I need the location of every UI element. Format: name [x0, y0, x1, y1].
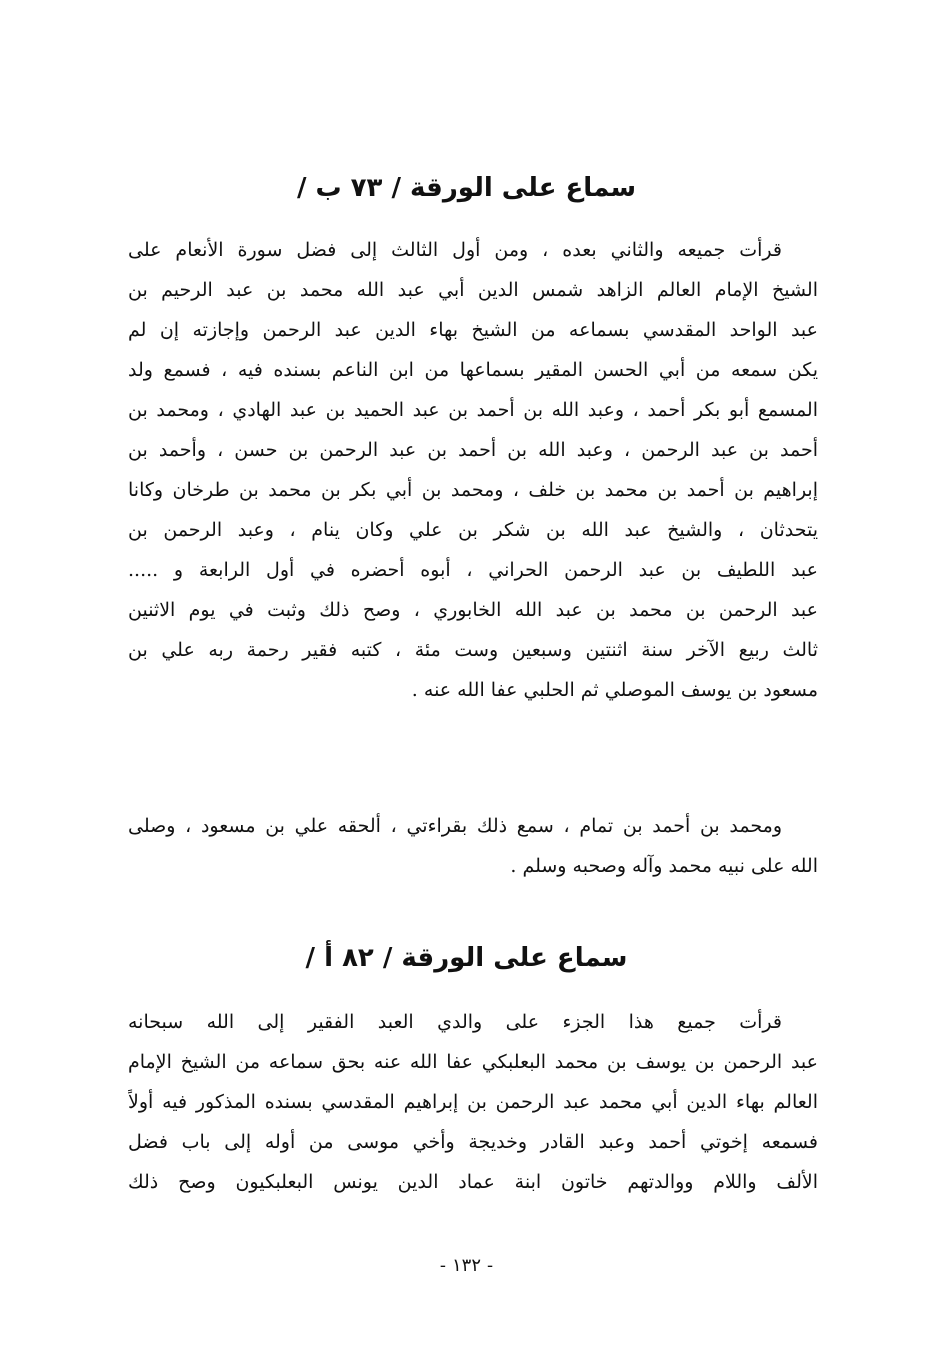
paragraph-1 [128, 230, 818, 710]
text-line: الألف واللام ووالدتهم خاتون ابنة عماد الدين يونس البعلبكيون وصح ذلك [128, 1171, 818, 1193]
text-line: يتحدثان ، والشيخ عبد الله بن شكر بن علي وكان ينام ، وعبد الرحمن بن [128, 519, 818, 541]
text-line: الشيخ الإمام العالم الزاهد شمس الدين أبي عبد الله محمد بن عبد الرحيم بن [128, 279, 818, 301]
paragraph-3 [128, 1002, 818, 1202]
text-line: فسمعه إخوتي أحمد وعبد القادر وخديجة وأخي موسى من أوله إلى باب فضل [128, 1131, 818, 1153]
text-line: عبد الواحد المقدسي بسماعه من الشيخ بهاء الدين عبد الرحمن وإجازته إن لم [128, 319, 818, 341]
section-heading-1: سماع على الورقة / ٧٣ ب / [296, 173, 637, 203]
section-heading-2: سماع على الورقة / ٨٢ أ / [305, 943, 628, 973]
text-line: قرأت جميع هذا الجزء على والدي العبد الفقير إلى الله سبحانه [128, 1011, 782, 1033]
text-line: العالم بهاء الدين أبي محمد عبد الرحمن بن إبراهيم المقدسي بسنده المذكور فيه أولاً [128, 1091, 818, 1113]
page-number [0, 1252, 933, 1280]
text-line: يكن سمعه من أبي الحسن المقير بسماعها من ابن الناعم بسنده فيه ، فسمع ولد [128, 359, 818, 381]
page-number-dash: - [487, 1255, 494, 1276]
text-line: عبد الرحمن بن محمد بن عبد الله الخابوري ، وصح ذلك وثبت في يوم الاثنين [128, 599, 818, 621]
text-line: المسمع أبو بكر أحمد ، وعبد الله بن أحمد بن عبد الحميد بن عبد الهادي ، ومحمد بن [128, 399, 818, 421]
text-line: عبد الرحمن بن يوسف بن محمد البعلبكي عفا الله عنه بحق سماعه من الشيخ الإمام [128, 1051, 818, 1073]
text-line: أحمد بن عبد الرحمن ، وعبد الله بن أحمد بن عبد الرحمن بن حسن ، وأحمد بن [128, 439, 818, 461]
paragraph-2 [128, 806, 818, 886]
text-line: إبراهيم بن أحمد بن محمد بن خلف ، ومحمد بن أبي بكر بن محمد بن طرخان وكانا [128, 479, 818, 501]
text-line: الله على نبيه محمد وآله وصحبه وسلم . [510, 855, 818, 877]
text-line: ومحمد بن أحمد بن تمام ، سمع ذلك بقراءتي ، ألحقه علي بن مسعود ، وصلى [128, 815, 782, 837]
text-line: قرأت جميعه والثاني بعده ، ومن أول الثالث إلى فضل سورة الأنعام على [128, 239, 782, 261]
page-number-dash: - [439, 1255, 446, 1276]
text-line: ثالث ربيع الآخر سنة اثنتين وسبعين وست مئة ، كتبه فقير رحمة ربه علي بن [128, 639, 818, 661]
text-line: عبد اللطيف بن عبد الرحمن الحراني ، أبوه أحضره في أول الرابعة و ..... [128, 559, 818, 581]
text-line: مسعود بن يوسف الموصلي ثم الحلبي عفا الله عنه . [411, 679, 818, 701]
page-number-value: ١٣٢ [451, 1255, 481, 1276]
